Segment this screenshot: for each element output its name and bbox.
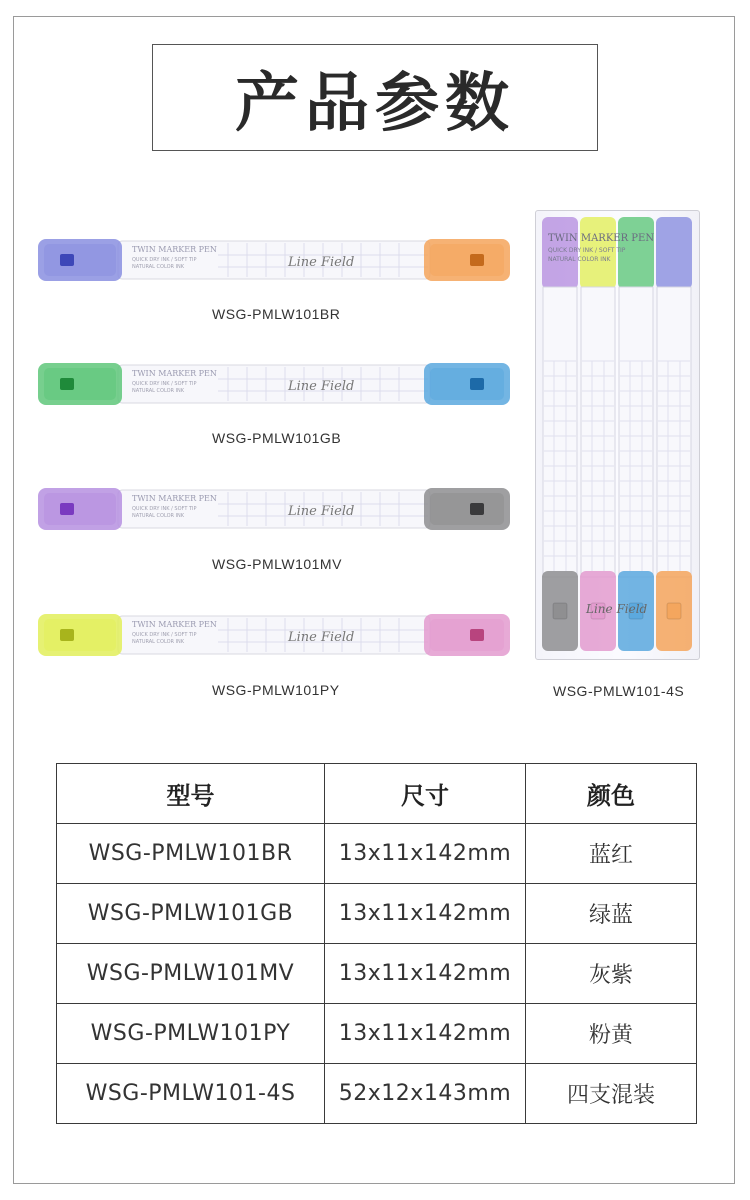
pen-sub-text: QUICK DRY INK / SOFT TIP <box>132 632 197 638</box>
table-row <box>57 944 697 1004</box>
pen-model-label: WSG-PMLW101GB <box>212 430 342 446</box>
pen-brand-text: TWIN MARKER PEN <box>132 245 217 254</box>
set-brand-text: TWIN MARKER PEN <box>548 233 655 244</box>
cell-size: 13x11x142mm <box>325 884 526 944</box>
set-sub-text: QUICK DRY INK / SOFT TIP <box>548 247 626 254</box>
cell-size: 13x11x142mm <box>325 944 526 1004</box>
cell-model: WSG-PMLW101-4S <box>57 1064 325 1124</box>
cell-color: 粉黄 <box>526 1004 697 1064</box>
pen-model-label: WSG-PMLW101MV <box>212 556 342 572</box>
pen-model-label: WSG-PMLW101BR <box>212 306 341 322</box>
pen-image <box>38 613 510 657</box>
pen-brand-text: TWIN MARKER PEN <box>132 369 217 378</box>
cell-color: 绿蓝 <box>526 884 697 944</box>
table-row <box>57 1004 697 1064</box>
table-header-row <box>57 764 697 824</box>
cell-color: 四支混装 <box>526 1064 697 1124</box>
cell-size: 13x11x142mm <box>325 824 526 884</box>
cell-model: WSG-PMLW101BR <box>57 824 325 884</box>
cell-model: WSG-PMLW101GB <box>57 884 325 944</box>
pen-image <box>38 238 510 282</box>
cell-size: 13x11x142mm <box>325 1004 526 1064</box>
page-title: 产品参数 <box>152 44 598 151</box>
pen-sub-text: QUICK DRY INK / SOFT TIP <box>132 506 197 512</box>
pen-brand-text: TWIN MARKER PEN <box>132 494 217 503</box>
pen-sub-text: QUICK DRY INK / SOFT TIP <box>132 381 197 387</box>
pen-image <box>38 487 510 531</box>
pen-set-image <box>536 211 701 661</box>
pen-script-text: Line Field <box>288 630 355 645</box>
table-row <box>57 1064 697 1124</box>
pen-sub-text: NATURAL COLOR INK <box>132 264 185 270</box>
pen-script-text: Line Field <box>288 255 355 270</box>
cell-model: WSG-PMLW101PY <box>57 1004 325 1064</box>
pen-set-package <box>535 210 700 660</box>
pen-script-text: Line Field <box>288 504 355 519</box>
pen-sub-text: NATURAL COLOR INK <box>132 388 185 394</box>
cell-size: 52x12x143mm <box>325 1064 526 1124</box>
pen-script-text: Line Field <box>288 379 355 394</box>
set-script-text: Line Field <box>586 602 648 616</box>
pen-brand-text: TWIN MARKER PEN <box>132 620 217 629</box>
header-model: 型号 <box>57 764 325 824</box>
table-row <box>57 884 697 944</box>
pen-set-label: WSG-PMLW101-4S <box>553 683 685 699</box>
pen-sub-text: NATURAL COLOR INK <box>132 639 185 645</box>
spec-table <box>56 763 697 1124</box>
header-size: 尺寸 <box>325 764 526 824</box>
cell-model: WSG-PMLW101MV <box>57 944 325 1004</box>
cell-color: 灰紫 <box>526 944 697 1004</box>
table-row <box>57 824 697 884</box>
pen-image <box>38 362 510 406</box>
pen-sub-text: QUICK DRY INK / SOFT TIP <box>132 257 197 263</box>
set-sub-text: NATURAL COLOR INK <box>548 256 611 263</box>
cell-color: 蓝红 <box>526 824 697 884</box>
pen-sub-text: NATURAL COLOR INK <box>132 513 185 519</box>
pen-model-label: WSG-PMLW101PY <box>212 682 340 698</box>
header-color: 颜色 <box>526 764 697 824</box>
